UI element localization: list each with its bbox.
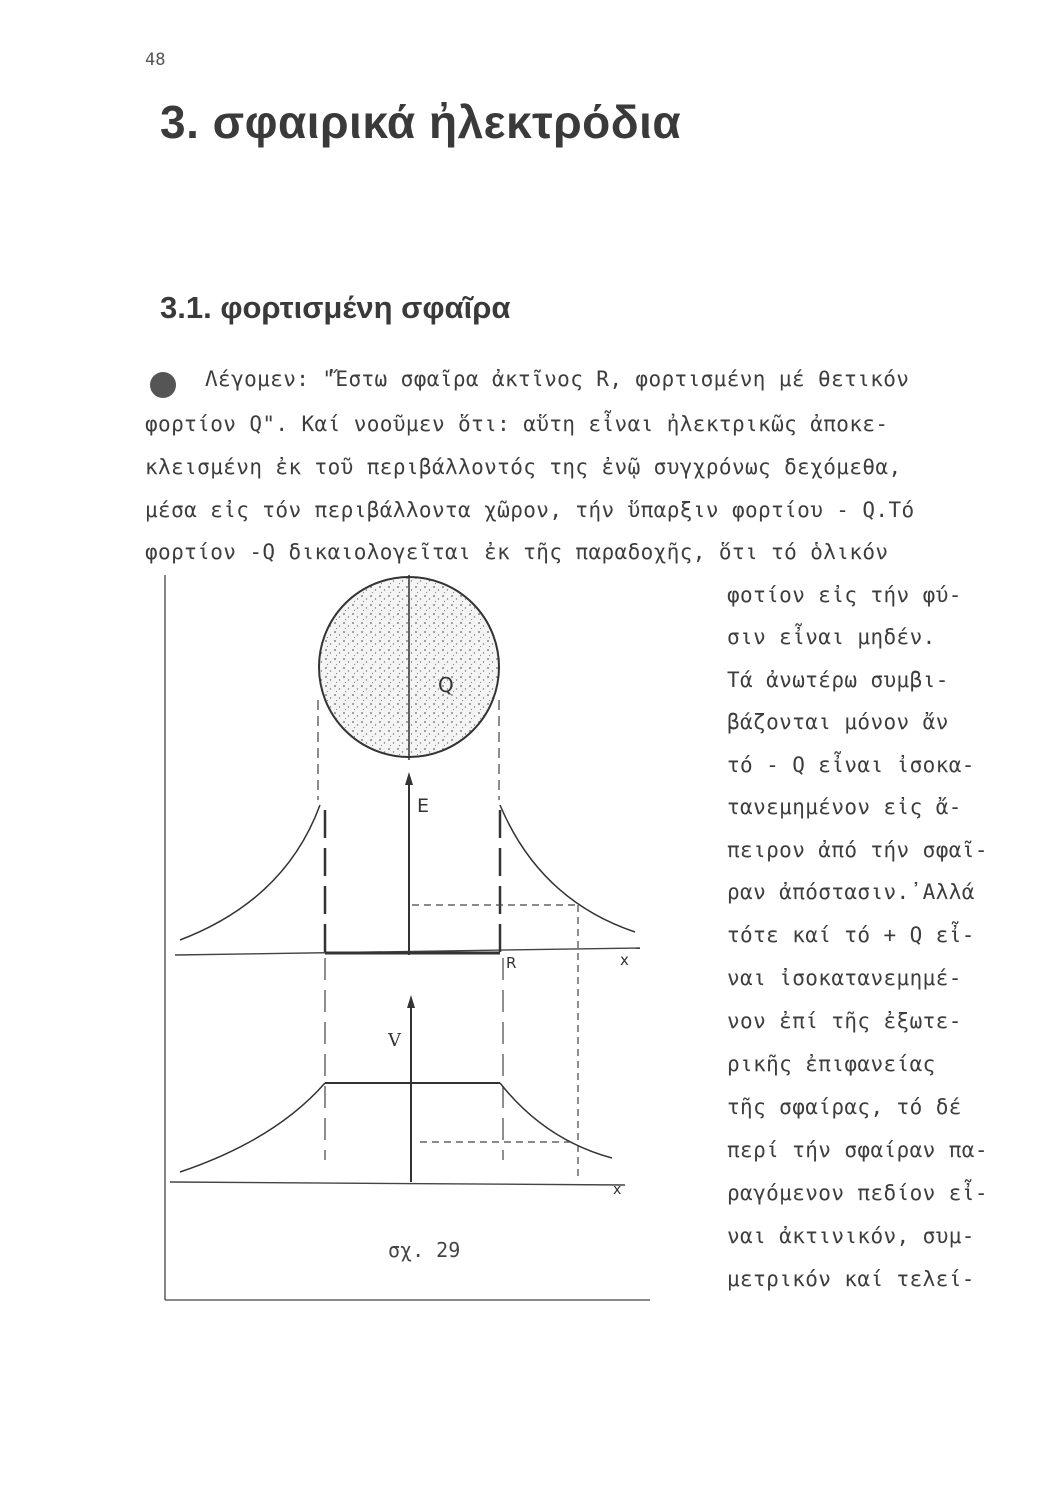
x-label-bottom: x [613, 1182, 622, 1198]
column-line: ραγόμενον πεδίον εἶ- [727, 1181, 988, 1205]
column-line: πειρον ἀπό τήν σφαῖ- [727, 838, 988, 862]
radius-label: R [506, 954, 517, 972]
column-line: ρικῆς ἐπιφανείας [727, 1052, 936, 1076]
x-label-top: x [620, 951, 629, 969]
page-number: 48 [145, 50, 166, 70]
chapter-title: 3. σφαιρικά ἠλεκτρόδια [160, 96, 682, 148]
text-line: μέσα εἰς τόν περιβάλλοντα χῶρον, τήν ὕπαρξιν φορτίου - Q.Τό [145, 498, 915, 522]
column-line: τότε καί τό + Q εἶ- [727, 923, 975, 947]
figure-caption: σχ. 29 [388, 1238, 461, 1262]
v-curve-right [500, 1083, 612, 1158]
column-line: ναι ἰσοκατανεμημέ- [727, 966, 962, 990]
column-line: Τά ἀνωτέρω συμβι- [727, 668, 949, 692]
v-axis-label: V [388, 1030, 401, 1051]
e-axis-arrow [405, 772, 413, 785]
column-line: μετρικόν καί τελεί- [727, 1267, 975, 1291]
column-line: τῆς σφαίρας, τό δέ [727, 1095, 962, 1119]
column-line: περί τήν σφαίραν πα- [727, 1138, 988, 1162]
column-line: σιν εἶναι μηδέν. [727, 625, 936, 649]
text-line: Λέγομεν: "Ἔστω σφαῖρα ἀκτῖνος R, φορτισμένη μέ θετικόν [205, 367, 910, 391]
text-line: κλεισμένη ἐκ τοῦ περιβάλλοντός της ἐνῷ συγχρόνως δεχόμεθα, [145, 455, 902, 479]
column-line: ναι ἀκτινικόν, συμ- [727, 1224, 975, 1248]
section-title: 3.1. φορτισμένη σφαῖρα [160, 290, 511, 325]
column-line: βάζονται μόνον ἄν [727, 710, 949, 734]
sphere-label: Q [438, 673, 454, 697]
column-line: τό - Q εἶναι ἰσοκα- [727, 753, 975, 777]
column-line: ραν ἀπόστασιν.᾿Αλλά [727, 880, 975, 904]
text-line: φορτίον Q". Καί νοοῦμεν ὅτι: αὕτη εἶναι ἠλεκτρικῶς ἀποκε- [145, 412, 889, 436]
e-curve-right [500, 805, 635, 932]
x-axis-bottom [170, 1182, 625, 1185]
column-line: τανεμημένον εἰς ἄ- [727, 795, 962, 819]
column-line: νον ἐπί τῆς ἐξωτε- [727, 1009, 962, 1033]
column-line: φοτίον εἰς τήν φύ- [727, 583, 962, 607]
v-curve-left [180, 1083, 325, 1172]
text-line: φορτίον -Q δικαιολογεῖται ἐκ τῆς παραδοχῆς, ὅτι τό ὁλικόν [145, 540, 889, 564]
e-axis-label: E [417, 795, 430, 817]
v-axis-arrow [407, 995, 415, 1008]
e-curve-left [180, 805, 320, 940]
